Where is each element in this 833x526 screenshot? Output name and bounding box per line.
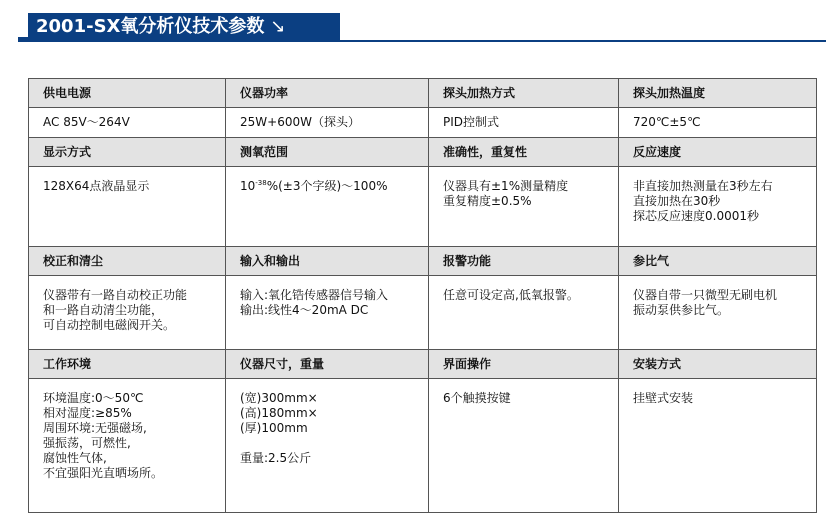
table-header-cell: 显示方式 [29,138,226,167]
table-cell [226,276,429,350]
table-value-row [29,276,817,350]
table-cell [619,167,817,247]
table-header-cell: 参比气 [619,247,817,276]
cell-superscript: -38 [255,179,267,187]
cell-line: 相对湿度:≥85% [43,406,132,420]
cell-line: 仪器带有一路自动校正功能 [43,288,188,302]
table-cell [429,379,619,513]
table-header-row [29,247,817,276]
spec-table [28,78,817,513]
cell-line: 重量:2.5公斤 [240,451,312,465]
table-value-row [29,379,817,513]
table-cell [29,108,226,138]
cell-line: 输入:氧化锆传感器信号输入 [240,288,389,302]
cell-line: 振动泵供参比气。 [633,303,730,317]
cell-line: 25W+600W（探头） [240,115,360,129]
cell-line: 仪器自带一只微型无刷电机 [633,288,778,302]
table-cell [226,379,429,513]
table-header-cell: 校正和清尘 [29,247,226,276]
table-header-cell: 输入和输出 [226,247,429,276]
cell-line: (宽)300mm× [240,391,318,405]
cell-line: 重复精度±0.5% [443,194,532,208]
cell-line: 环境温度:0～50℃ [43,391,144,405]
table-header-row [29,79,817,108]
table-value-row [29,167,817,247]
table-header-cell: 报警功能 [429,247,619,276]
cell-line: 不宜强阳光直晒场所。 [43,466,164,480]
table-header-row [29,350,817,379]
table-header-cell: 界面操作 [429,350,619,379]
cell-spacer [240,436,418,451]
arrow-down-right-icon: ↘ [270,16,286,37]
cell-line: 和一路自动清尘功能， [43,303,164,317]
table-cell [226,167,429,247]
table-cell [619,276,817,350]
table-cell [29,276,226,350]
cell-line: (高)180mm× [240,406,318,420]
table-header-cell: 测氧范围 [226,138,429,167]
cell-line: 仪器具有±1%测量精度 [443,179,569,193]
table-cell [29,379,226,513]
table-value-row [29,108,817,138]
cell-line: (厚)100mm [240,421,308,435]
table-cell [226,108,429,138]
cell-line: 周围环境:无强磁场, [43,421,147,435]
table-header-cell: 反应速度 [619,138,817,167]
cell-line: PID控制式 [443,115,500,129]
cell-line [240,179,418,194]
cell-line: 挂壁式安装 [633,391,694,405]
cell-line: 直接加热在30秒 [633,194,721,208]
cell-line: 强振荡，可燃性, [43,436,131,450]
table-cell [429,276,619,350]
cell-line: 720℃±5℃ [633,115,701,129]
table-header-cell: 探头加热温度 [619,79,817,108]
cell-line: 任意可设定高,低氧报警。 [443,288,579,302]
cell-line: 128X64点液晶显示 [43,179,150,193]
cell-line: AC 85V～264V [43,115,130,129]
table-header-cell: 安装方式 [619,350,817,379]
table-header-cell: 仪器尺寸，重量 [226,350,429,379]
table-cell [429,167,619,247]
cell-line: 非直接加热测量在3秒左右 [633,179,773,193]
cell-line: 探芯反应速度0.0001秒 [633,209,759,223]
cell-rest: %(±3个字级)～100% [266,179,388,193]
cell-line: 腐蚀性气体, [43,451,107,465]
table-header-cell: 探头加热方式 [429,79,619,108]
table-header-cell: 仪器功率 [226,79,429,108]
cell-line: 6个触摸按键 [443,391,511,405]
cell-line: 输出:线性4～20mA DC [240,303,369,317]
table-cell [29,167,226,247]
page-title [28,13,340,41]
table-header-row [29,138,817,167]
cell-line: 可自动控制电磁阀开关。 [43,318,176,332]
table-header-cell: 供电电源 [29,79,226,108]
table-cell [619,108,817,138]
table-cell [619,379,817,513]
table-header-cell: 工作环境 [29,350,226,379]
table-cell [429,108,619,138]
table-header-cell: 准确性，重复性 [429,138,619,167]
title-text: 2001-SX氧分析仪技术参数 [36,16,265,37]
cell-base: 10 [240,179,256,193]
